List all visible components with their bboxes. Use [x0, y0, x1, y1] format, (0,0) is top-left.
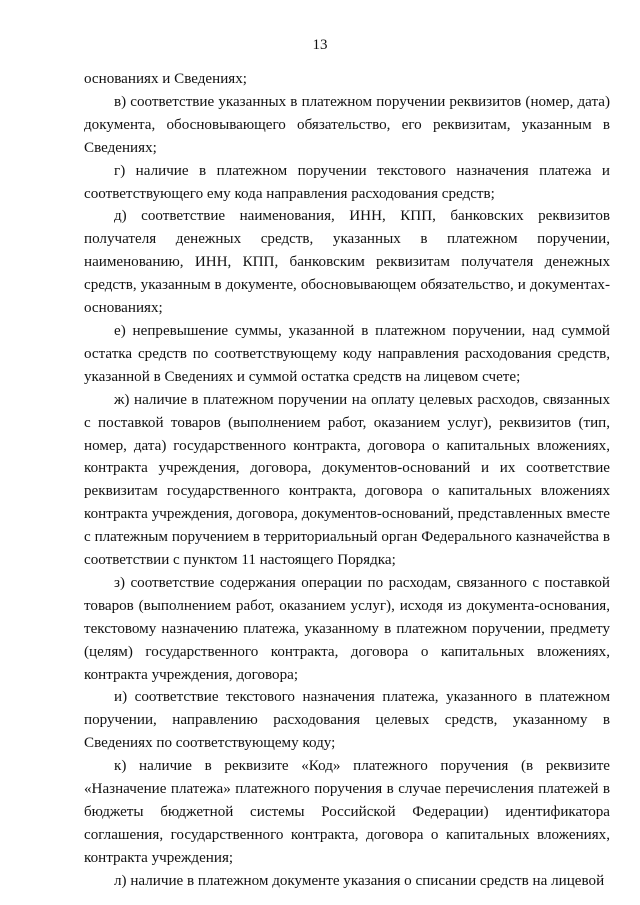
paragraph-item-g: г) наличие в платежном поручении текстового назначения платежа и соответствующего ему кода направления расходования средств; — [84, 162, 610, 202]
paragraph-item-i: и) соответствие текстового назначения платежа, указанного в платежном поручении, направлению расходования целевых средств, указанному в Сведениях по соответствующему коду; — [84, 689, 610, 752]
paragraph-continuation: основаниях и Сведениях; — [84, 71, 247, 87]
paragraph-item-k: к) наличие в реквизите «Код» платежного поручения (в реквизите «Назначение платежа» платежного поручения в случае перечисления платежей в бюджеты бюджетной системы Российской Федерации) идентификатора соглашения, государственного контракта, договора о капитальных вложениях, контракта учреждения; — [84, 758, 610, 866]
document-body — [84, 68, 610, 893]
paragraph-item-l: л) наличие в платежном документе указания о списании средств на лицевой — [114, 872, 605, 889]
paragraph-item-d: д) соответствие наименования, ИНН, КПП, банковских реквизитов получателя денежных средств, указанных в платежном поручении, наименованию, ИНН, КПП, банковским реквизитам получателя денежных средств, указанным в документе, обосновывающем обязательство, и документах-основаниях; — [84, 208, 610, 317]
paragraph-item-zh: ж) наличие в платежном поручении на оплату целевых расходов, связанных с поставкой товаров (выполнением работ, оказанием услуг), реквизитов (тип, номер, дата) государственного контракта, договора о капитальных вложениях, контракта учреждения, договора, документов-оснований и их соответствие реквизитам государственного контракта, договора о капитальных вложениях контракта учреждения, договора, документов-оснований, представленных вместе с платежным поручением в территориальный орган Федерального казначейства в соответствии с пунктом 11 настоящего Порядка; — [84, 391, 610, 569]
paragraph-item-e: е) непревышение суммы, указанной в платежном поручении, над суммой остатка средств по соответствующему коду направления расходования средств, указанной в Сведениях и суммой остатка средств на лицевом счете; — [84, 322, 610, 385]
paragraph-item-v: в) соответствие указанных в платежном поручении реквизитов (номер, дата) документа, обосновывающего обязательство, его реквизитам, указанным в Сведениях; — [84, 93, 610, 156]
page-number: 13 — [312, 37, 328, 53]
paragraph-item-z: з) соответствие содержания операции по расходам, связанного с поставкой товаров (выполнением работ, оказанием услуг), исходя из документа-основания, текстовому назначению платежа, указанному в платежном поручении, предмету (целям) государственного контракта, договора о капитальных вложениях, контракта учреждения, договора; — [84, 574, 610, 683]
